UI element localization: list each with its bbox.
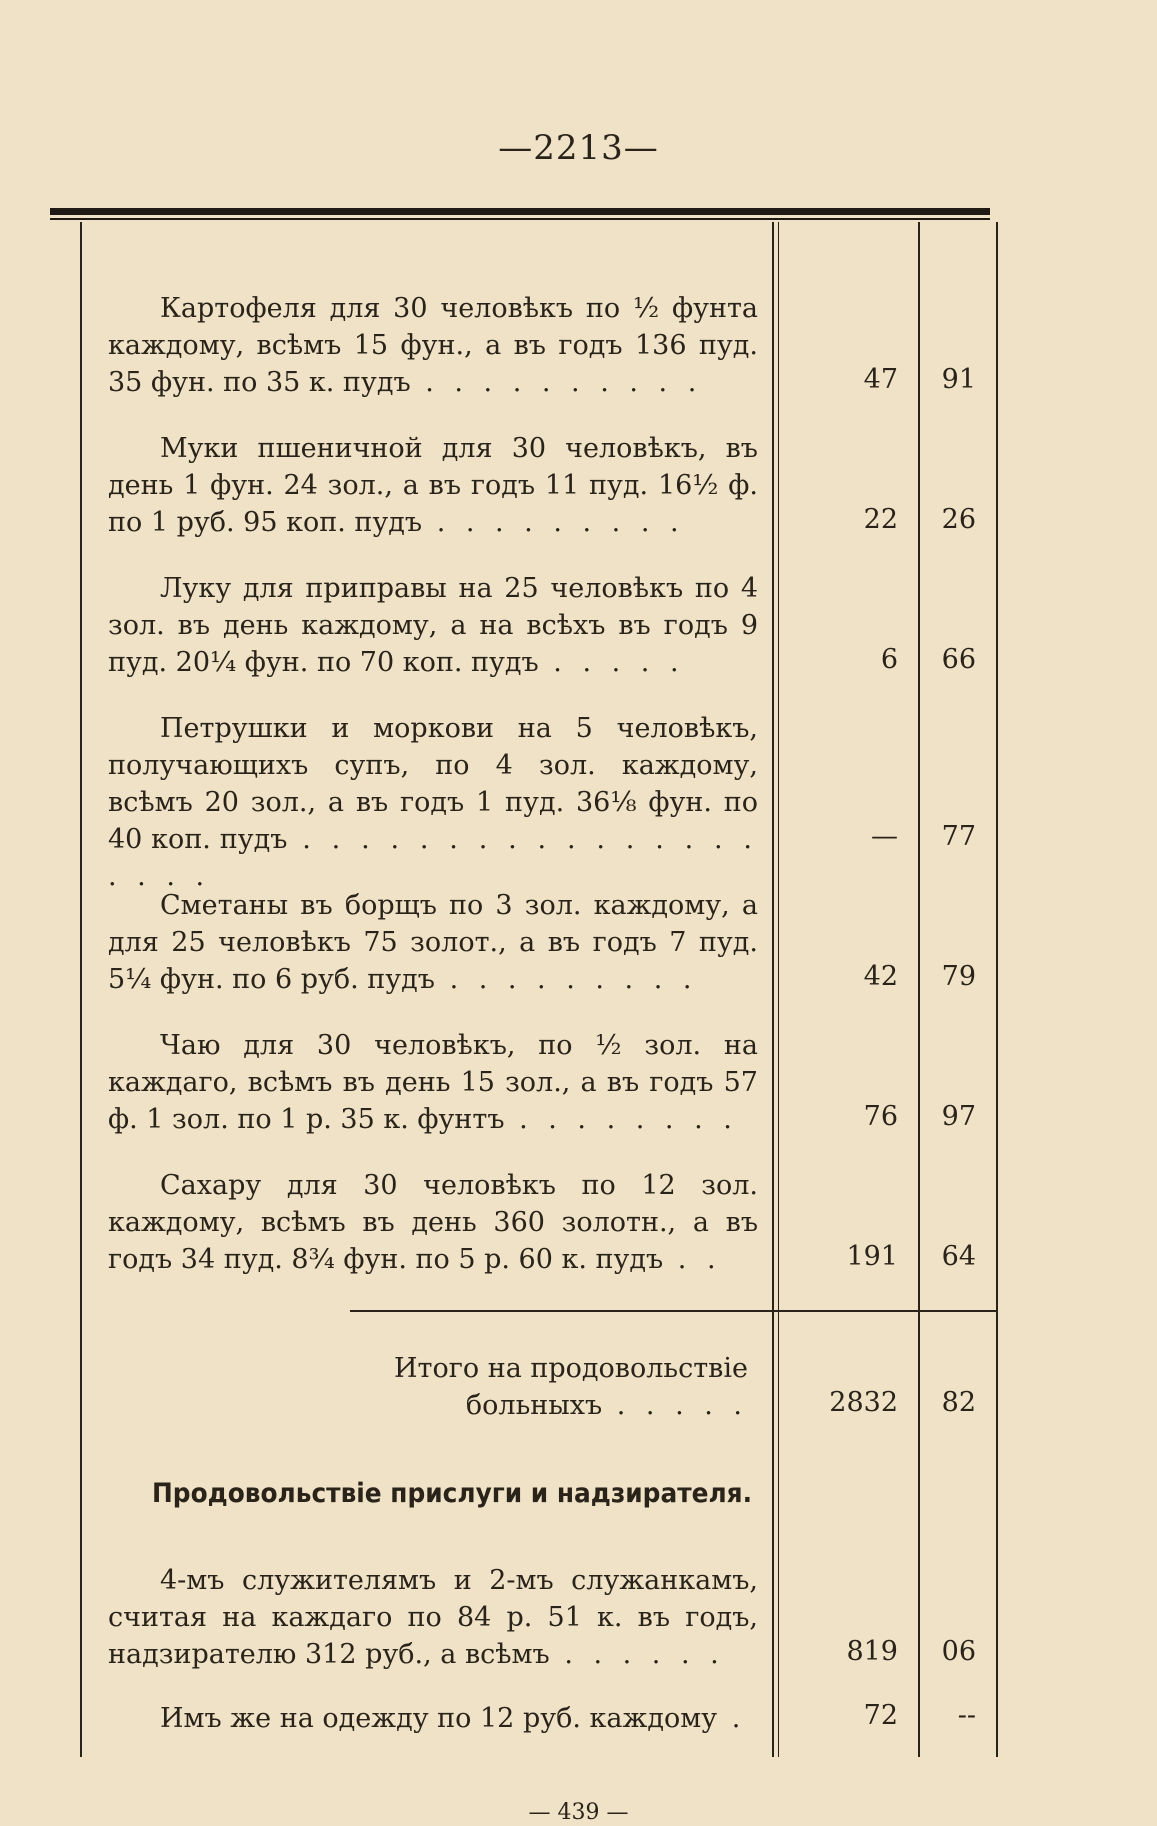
amount-rub: 22	[863, 504, 898, 535]
section-heading: Продовольствіе прислуги и надзирателя.	[152, 1478, 753, 1509]
amount-kop: 26	[941, 504, 976, 535]
column-divider-kop	[918, 222, 920, 1757]
amount-rub: 191	[846, 1241, 898, 1272]
amount-rub: 819	[846, 1636, 898, 1667]
total-rule	[350, 1310, 996, 1312]
total-amount-rub: 2832	[829, 1387, 898, 1418]
amount-kop: 64	[941, 1241, 976, 1272]
entry-flour: Муки пшеничной для 30 человѣкъ, въ день 1 фун. 24 зол., а въ годъ 11 пуд. 16½ ф. по 1 руб. 95 коп. пудъ . . . . . . . . .	[108, 433, 758, 538]
entry-clothing: Имъ же на одежду по 12 руб. каждому .	[160, 1703, 747, 1734]
entry-servants: 4-мъ служителямъ и 2-мъ служанкамъ, считая на каждаго по 84 р. 51 к. въ годъ, надзирателю 312 руб., а всѣмъ . . . . . .	[108, 1565, 758, 1670]
entry-sugar: Сахару для 30 человѣкъ по 12 зол. каждому, всѣмъ въ день 360 золотн., а въ годъ 34 пуд. 8¾ фун. по 5 р. 60 к. пудъ . .	[108, 1170, 758, 1275]
entry-parsley-carrots: Петрушки и моркови на 5 человѣкъ, получающихъ супъ, по 4 зол. каждому, всѣмъ 20 зол., а въ годъ 1 пуд. 36⅛ фун. по 40 коп. пудъ . . . . . . . . . . . . . . . . . . . .	[108, 713, 759, 892]
right-border	[996, 222, 998, 1757]
amount-rub: —	[871, 821, 898, 852]
amount-kop: 91	[941, 364, 976, 395]
top-rule	[50, 208, 990, 215]
total-amount-kop: 82	[941, 1387, 976, 1418]
amount-rub: 72	[863, 1700, 898, 1731]
left-border	[80, 222, 82, 1757]
entry-sour-cream: Сметаны въ борщъ по 3 зол. каждому, а для 25 человѣкъ 75 золот., а въ годъ 7 пуд. 5¼ фун. по 6 руб. пудъ . . . . . . . . .	[108, 890, 758, 995]
total-label: Итого на продовольствіе больныхъ . . . . .	[394, 1353, 748, 1421]
amount-rub: 6	[880, 644, 898, 675]
amount-rub: 42	[863, 961, 898, 992]
entry-tea: Чаю для 30 человѣкъ, по ½ зол. на каждаго, всѣмъ въ день 15 зол., а въ годъ 57 ф. 1 зол. по 1 р. 35 к. фунтъ . . . . . . . .	[108, 1030, 758, 1135]
page-number-top: —2213—	[498, 128, 659, 168]
amount-kop: 66	[941, 644, 976, 675]
entry-onion: Луку для приправы на 25 человѣкъ по 4 зол. въ день каждому, а на всѣхъ въ годъ 9 пуд. 20¼ фун. по 70 коп. пудъ . . . . .	[108, 573, 758, 678]
column-divider-rub	[772, 222, 774, 1757]
entry-potatoes: Картофеля для 30 человѣкъ по ½ фунта каждому, всѣмъ 15 фун., а въ годъ 136 пуд. 35 фун. по 35 к. пудъ . . . . . . . . . .	[108, 293, 758, 398]
page-number-bottom: — 439 —	[528, 1800, 629, 1825]
amount-rub: 47	[863, 364, 898, 395]
top-rule-thin	[50, 218, 990, 220]
amount-kop: 77	[941, 821, 976, 852]
amount-kop: --	[957, 1700, 976, 1731]
amount-kop: 06	[941, 1636, 976, 1667]
amount-rub: 76	[863, 1101, 898, 1132]
column-divider-rub-inner	[778, 222, 779, 1757]
amount-kop: 79	[941, 961, 976, 992]
amount-kop: 97	[941, 1101, 976, 1132]
